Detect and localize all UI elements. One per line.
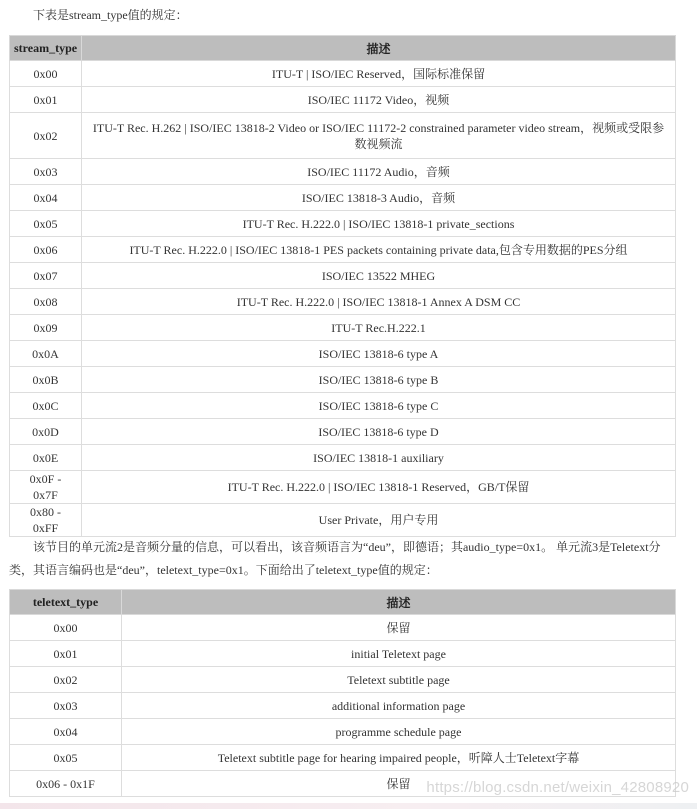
table-row (10, 693, 676, 719)
type-value-cell: 0x0F - 0x7F (10, 471, 82, 504)
description-cell: programme schedule page (122, 719, 676, 745)
column-header-teletext-type: teletext_type (10, 590, 122, 615)
column-header-description: 描述 (122, 590, 676, 615)
table-row (10, 263, 676, 289)
description-cell: Teletext subtitle page for hearing impaired people，听障人士Teletext字幕 (122, 745, 676, 771)
description-cell: Teletext subtitle page (122, 667, 676, 693)
description-cell: ISO/IEC 13818-6 type B (82, 367, 676, 393)
type-value-cell: 0x0D (10, 419, 82, 445)
description-cell: ISO/IEC 13818-6 type C (82, 393, 676, 419)
table-row (10, 315, 676, 341)
type-value-cell: 0x0A (10, 341, 82, 367)
intro-paragraph: 下表是stream_type值的规定： (33, 8, 188, 22)
middle-paragraph: 该节目的单元流2是音频分量的信息，可以看出，该音频语言为“deu”，即德语；其audio_type=0x1。 单元流3是Teletext分类，其语言编码也是“deu”，teletext_type=0x1。下面给出了teletext_type值的规定： (9, 540, 661, 577)
table-row (10, 615, 676, 641)
description-cell: initial Teletext page (122, 641, 676, 667)
type-value-cell: 0x07 (10, 263, 82, 289)
table-row (10, 471, 676, 504)
teletext-type-table-body (10, 615, 676, 797)
column-header-description: 描述 (82, 36, 676, 61)
table-row (10, 211, 676, 237)
description-cell: ITU-T Rec. H.262 | ISO/IEC 13818-2 Video or ISO/IEC 11172-2 constrained parameter video stream，视频或受限参数视频流 (82, 113, 676, 159)
type-value-cell: 0x06 (10, 237, 82, 263)
table-header-row (10, 590, 676, 615)
table-row (10, 393, 676, 419)
description-cell: ITU-T Rec.H.222.1 (82, 315, 676, 341)
type-value-cell: 0x01 (10, 641, 122, 667)
type-value-cell: 0x03 (10, 159, 82, 185)
type-value-cell: 0x05 (10, 211, 82, 237)
table-header-row (10, 36, 676, 61)
description-cell: User Private，用户专用 (82, 504, 676, 537)
type-value-cell: 0x08 (10, 289, 82, 315)
table-row (10, 159, 676, 185)
type-value-cell: 0x00 (10, 615, 122, 641)
description-cell: ISO/IEC 13522 MHEG (82, 263, 676, 289)
type-value-cell: 0x03 (10, 693, 122, 719)
type-value-cell: 0x01 (10, 87, 82, 113)
type-value-cell: 0x80 - 0xFF (10, 504, 82, 537)
table-row (10, 504, 676, 537)
type-value-cell: 0x09 (10, 315, 82, 341)
stream-type-table-body (10, 61, 676, 537)
type-value-cell: 0x00 (10, 61, 82, 87)
description-cell: ISO/IEC 13818-3 Audio，音频 (82, 185, 676, 211)
type-value-cell: 0x02 (10, 113, 82, 159)
bottom-decoration-strip (0, 803, 697, 809)
table-row (10, 719, 676, 745)
table-row (10, 367, 676, 393)
column-header-stream-type: stream_type (10, 36, 82, 61)
stream-type-table (9, 35, 676, 537)
teletext-type-table (9, 589, 676, 797)
table-row (10, 745, 676, 771)
type-value-cell: 0x04 (10, 719, 122, 745)
description-cell: ISO/IEC 13818-6 type D (82, 419, 676, 445)
type-value-cell: 0x06 - 0x1F (10, 771, 122, 797)
table-row (10, 641, 676, 667)
type-value-cell: 0x02 (10, 667, 122, 693)
description-cell: ITU-T Rec. H.222.0 | ISO/IEC 13818-1 Annex A DSM CC (82, 289, 676, 315)
description-cell: 保留 (122, 615, 676, 641)
table-row (10, 445, 676, 471)
watermark-text: https://blog.csdn.net/weixin_42808920 (426, 779, 689, 796)
description-cell: ISO/IEC 11172 Audio，音频 (82, 159, 676, 185)
table-row (10, 185, 676, 211)
description-cell: ISO/IEC 11172 Video，视频 (82, 87, 676, 113)
type-value-cell: 0x0C (10, 393, 82, 419)
description-cell: ITU-T Rec. H.222.0 | ISO/IEC 13818-1 Reserved，GB/T保留 (82, 471, 676, 504)
table-row (10, 87, 676, 113)
table-row (10, 341, 676, 367)
type-value-cell: 0x0E (10, 445, 82, 471)
description-cell: ISO/IEC 13818-6 type A (82, 341, 676, 367)
description-cell: ITU-T Rec. H.222.0 | ISO/IEC 13818-1 private_sections (82, 211, 676, 237)
table-row (10, 61, 676, 87)
table-row (10, 113, 676, 159)
type-value-cell: 0x0B (10, 367, 82, 393)
table-row (10, 419, 676, 445)
type-value-cell: 0x04 (10, 185, 82, 211)
description-cell: additional information page (122, 693, 676, 719)
description-cell: ISO/IEC 13818-1 auxiliary (82, 445, 676, 471)
type-value-cell: 0x05 (10, 745, 122, 771)
description-cell: ITU-T | ISO/IEC Reserved，国际标准保留 (82, 61, 676, 87)
table-row (10, 289, 676, 315)
description-cell: ITU-T Rec. H.222.0 | ISO/IEC 13818-1 PES packets containing private data,包含专用数据的PES分组 (82, 237, 676, 263)
table-row (10, 237, 676, 263)
description-cell: 保留 (122, 771, 676, 797)
table-row (10, 667, 676, 693)
